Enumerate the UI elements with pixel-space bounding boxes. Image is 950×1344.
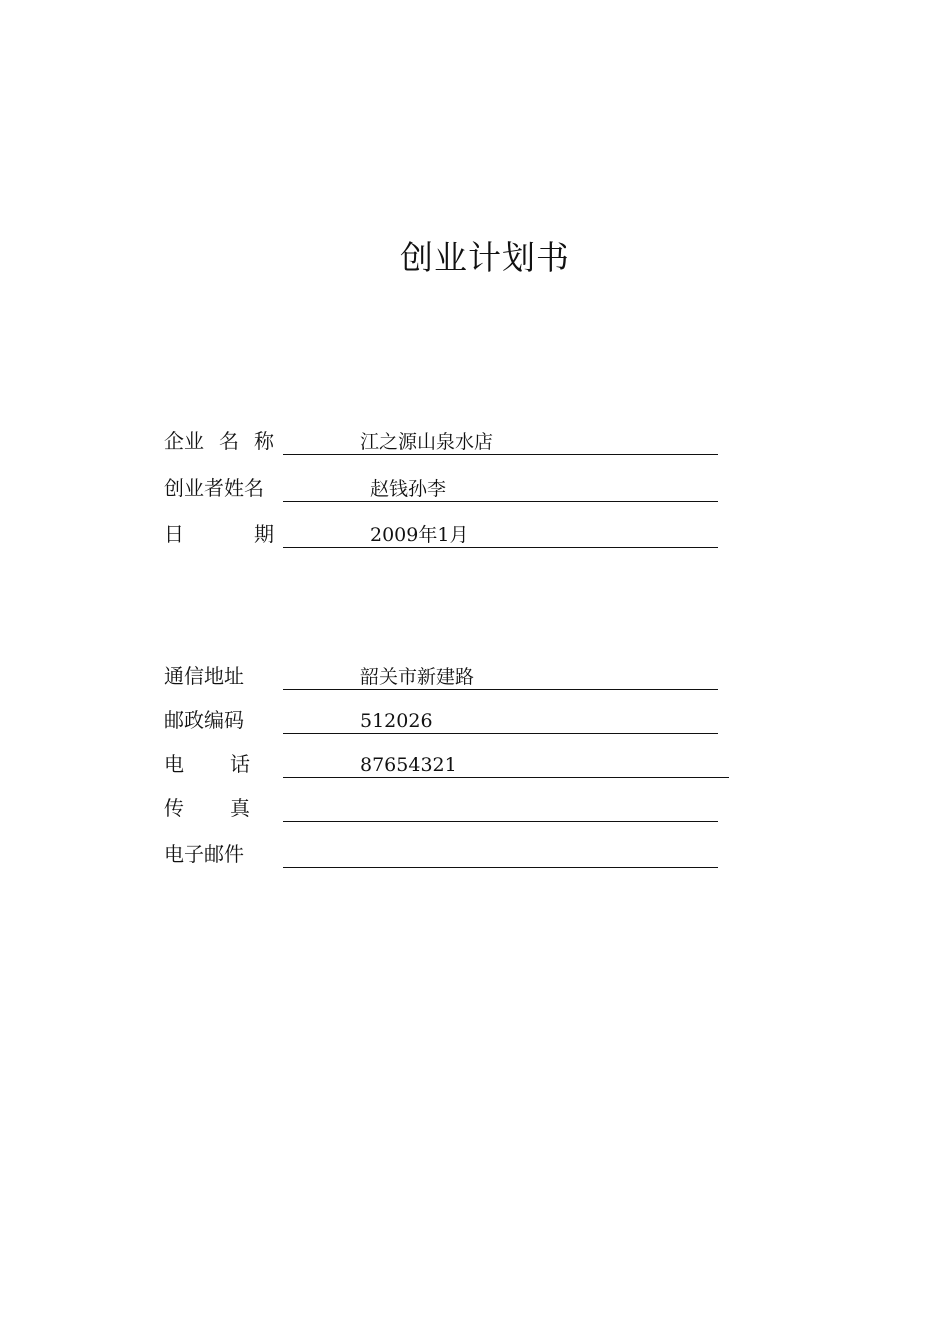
phone-label: 电 话: [164, 752, 250, 776]
postal-code-value[interactable]: 512026: [360, 710, 433, 732]
company-name-underline: [283, 454, 718, 455]
fax-label: 传 真: [164, 796, 250, 820]
email-underline: [283, 867, 718, 868]
email-row: [164, 838, 734, 868]
postal-code-underline: [283, 733, 718, 734]
address-row: [164, 660, 734, 690]
address-value[interactable]: 韶关市新建路: [360, 666, 475, 688]
phone-row: [164, 748, 734, 778]
address-underline: [283, 689, 718, 690]
founder-name-underline: [283, 501, 718, 502]
company-name-value[interactable]: 江之源山泉水店: [360, 431, 494, 453]
company-name-row: [164, 425, 734, 455]
founder-name-row: [164, 472, 734, 502]
phone-value[interactable]: 87654321: [360, 754, 457, 776]
date-row: [164, 518, 734, 548]
address-label: 通信地址: [164, 664, 244, 688]
company-name-label: 企业 名 称: [164, 429, 274, 453]
date-value[interactable]: 2009年1月: [370, 524, 469, 546]
date-underline: [283, 547, 718, 548]
email-label: 电子邮件: [164, 842, 244, 866]
postal-code-row: [164, 704, 734, 734]
founder-name-value[interactable]: 赵钱孙李: [370, 478, 447, 500]
founder-name-label: 创业者姓名: [164, 476, 264, 500]
postal-code-label: 邮政编码: [164, 708, 244, 732]
date-label: 日 期: [164, 522, 274, 546]
phone-underline: [283, 777, 729, 778]
page-title: 创业计划书: [400, 238, 570, 277]
fax-row: [164, 792, 734, 822]
fax-underline: [283, 821, 718, 822]
